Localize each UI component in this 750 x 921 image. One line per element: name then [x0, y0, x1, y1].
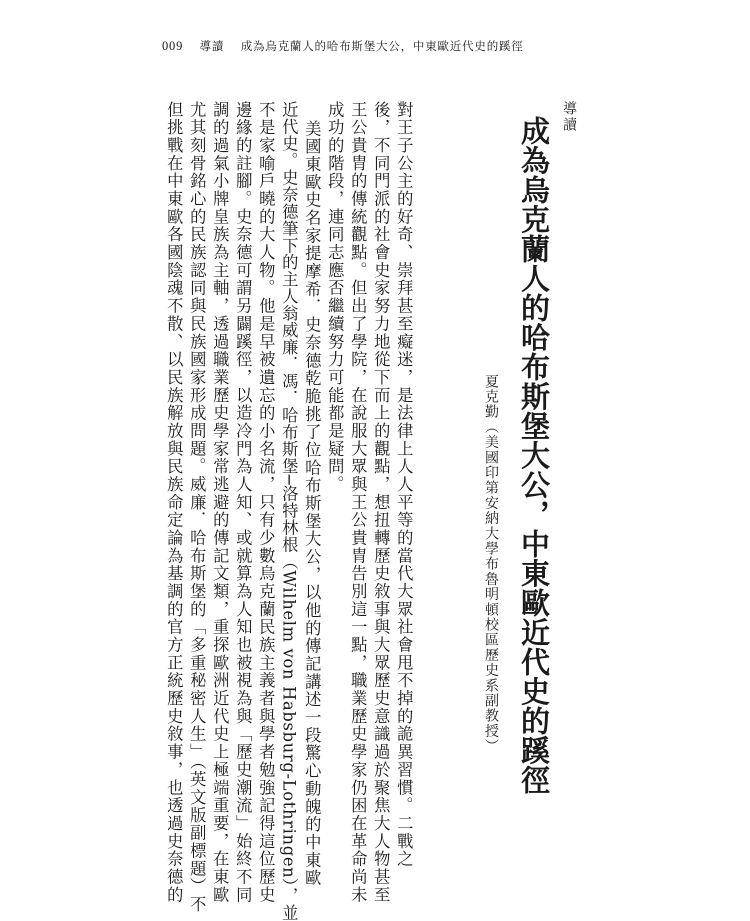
body-line-6: 近代史。史奈德筆下的主人翁威廉．馮．哈布斯堡─洛特林根（Wilhelm von Habsburg-Lothringen），並 [279, 101, 299, 921]
chapter-title: 成為烏克蘭人的哈布斯堡大公，中東歐近代史的蹊徑 [517, 116, 551, 795]
body-line-7: 不是家喻戶曉的大人物。他是早被遺忘的小名流，只有少數烏克蘭民族主義者與學者勉強記得這位歷史 [256, 101, 276, 904]
body-line-8: 邊緣的註腳。史奈德可謂另闢蹊徑，以造冷門為人知、或就算為人知也被視為與「歷史潮流」始終不同 [233, 101, 253, 904]
body-line-3: 王公貴胄的傳統觀點。但出了學院，在說服大眾與王公貴胄告別這一點，職業歷史學家仍困在革命尚未 [348, 101, 368, 904]
running-head [162, 38, 536, 54]
body-line-10: 尤其刻骨銘心的民族認同與民族國家形成問題。威廉．哈布斯堡的「多重秘密人生」（英文版副標題）不 [187, 101, 207, 914]
chapter-label: 導讀 [561, 101, 577, 133]
page-number: 009 [162, 39, 184, 53]
body-line-11: 但挑戰在中東歐各國陰魂不散、以民族解放與民族命定論為基調的官方正統歷史敘事，也透過史奈德的 [164, 101, 184, 904]
body-line-1: 對王子公主的好奇、崇拜甚至癡迷，是法律上人人平等的當代大眾社會甩不掉的詭異習慣。二戰之 [394, 101, 414, 869]
body-line-9: 調的過氣小牌皇族為主軸，透過職業歷史學家常逃避的傳記文類，重探歐洲近代史上極端重要，在東歐 [210, 101, 230, 904]
body-line-2: 後，不同門派的社會史家努力地從下而上的觀點，想扭轉歷史敘事與大眾歷史意識過於聚焦大人物甚至 [371, 101, 391, 904]
body-line-4: 成功的階段，連同志應否繼續努力可能都是疑問。 [325, 101, 345, 494]
running-head-title: 成為烏克蘭人的哈布斯堡大公，中東歐近代史的蹊徑 [240, 39, 524, 53]
body-line-5: 美國東歐史名家提摩希．史奈德乾脆挑了位哈布斯堡大公，以他的傳記講述一段驚心動魄的中東歐 [302, 120, 322, 888]
chapter-author: 夏克勤（美國印第安納大學布魯明頓校區歷史系副教授） [483, 374, 499, 754]
running-head-section: 導讀 [199, 39, 225, 53]
